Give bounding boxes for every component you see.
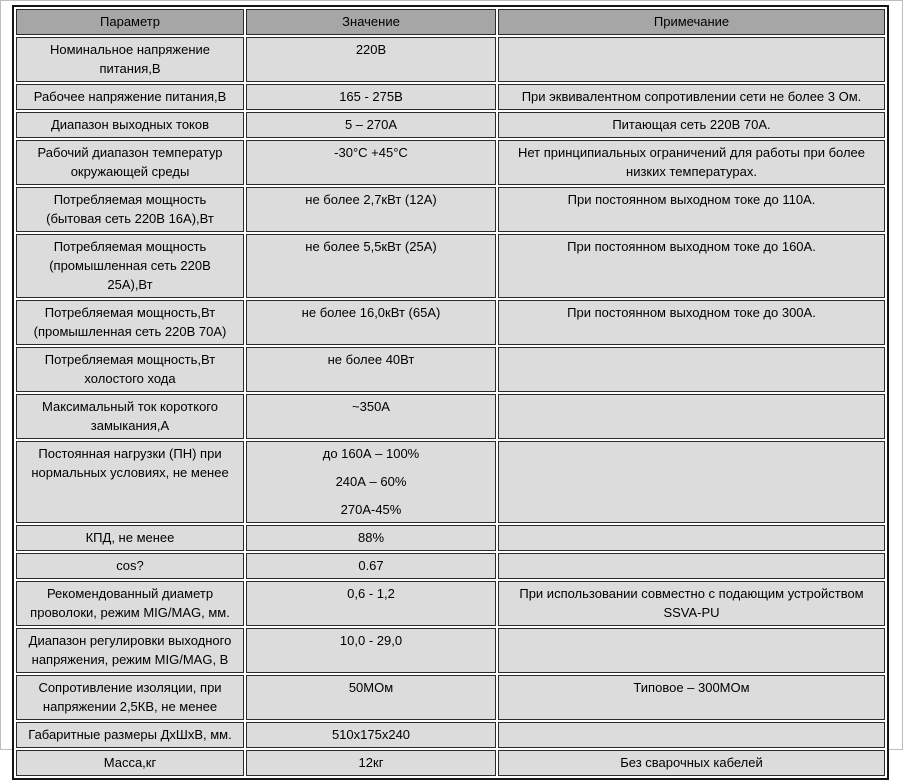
value-cell: 220В [246, 37, 496, 82]
note-cell [498, 525, 885, 551]
value-cell: 510х175х240 [246, 722, 496, 748]
value-cell: 5 – 270А [246, 112, 496, 138]
column-header-value: Значение [246, 9, 496, 35]
value-line: 270А-45% [340, 502, 402, 517]
table-row [16, 675, 885, 720]
note-cell: Питающая сеть 220В 70А. [498, 112, 885, 138]
param-cell: Рекомендованный диаметр проволоки, режим MIG/MAG, мм. [16, 581, 244, 626]
note-cell: Нет принципиальных ограничений для работы при более низких температурах. [498, 140, 885, 185]
table-row [16, 140, 885, 185]
table-row [16, 300, 885, 345]
table-row [16, 234, 885, 298]
note-cell [498, 722, 885, 748]
param-cell: Диапазон регулировки выходного напряжения, режим MIG/MAG, В [16, 628, 244, 673]
param-cell: Габаритные размеры ДхШхВ, мм. [16, 722, 244, 748]
note-cell [498, 394, 885, 439]
note-cell [498, 628, 885, 673]
param-cell: Масса,кг [16, 750, 244, 776]
value-cell: ~350А [246, 394, 496, 439]
param-cell: Потребляемая мощность (бытовая сеть 220В 16А),Вт [16, 187, 244, 232]
param-cell: Максимальный ток короткого замыкания,А [16, 394, 244, 439]
spec-table [12, 5, 889, 780]
table-row [16, 581, 885, 626]
value-cell: не более 5,5кВт (25А) [246, 234, 496, 298]
value-line: 240А – 60% [335, 474, 407, 489]
note-cell: Типовое – 300МОм [498, 675, 885, 720]
table-row [16, 187, 885, 232]
param-cell: Потребляемая мощность (промышленная сеть 220В 25А),Вт [16, 234, 244, 298]
value-cell: 0,6 - 1,2 [246, 581, 496, 626]
param-cell: Диапазон выходных токов [16, 112, 244, 138]
table-row [16, 112, 885, 138]
table-row [16, 84, 885, 110]
value-cell: не более 16,0кВт (65А) [246, 300, 496, 345]
value-cell: 0.67 [246, 553, 496, 579]
table-row [16, 553, 885, 579]
note-cell: При эквивалентном сопротивлении сети не более 3 Ом. [498, 84, 885, 110]
value-cell: 50МОм [246, 675, 496, 720]
param-cell: Номинальное напряжение питания,В [16, 37, 244, 82]
param-cell: Постоянная нагрузки (ПН) при нормальных условиях, не менее [16, 441, 244, 523]
value-line: до 160А – 100% [322, 446, 420, 461]
note-cell [498, 553, 885, 579]
note-cell: При постоянном выходном токе до 300А. [498, 300, 885, 345]
column-header-note: Примечание [498, 9, 885, 35]
value-cell: не более 2,7кВт (12А) [246, 187, 496, 232]
note-cell: При постоянном выходном токе до 110А. [498, 187, 885, 232]
param-cell: Рабочий диапазон температур окружающей среды [16, 140, 244, 185]
value-cell: 10,0 - 29,0 [246, 628, 496, 673]
value-cell: 88% [246, 525, 496, 551]
param-cell: Потребляемая мощность,Вт холостого хода [16, 347, 244, 392]
note-cell [498, 37, 885, 82]
table-row [16, 525, 885, 551]
table-row [16, 722, 885, 748]
table-header-row [16, 9, 885, 35]
note-cell [498, 441, 885, 523]
param-cell: Рабочее напряжение питания,В [16, 84, 244, 110]
table-row [16, 394, 885, 439]
note-cell: При использовании совместно с подающим устройством SSVA-PU [498, 581, 885, 626]
note-cell: При постоянном выходном токе до 160А. [498, 234, 885, 298]
table-row [16, 628, 885, 673]
value-cell: -30°С +45°С [246, 140, 496, 185]
table-row [16, 750, 885, 776]
note-cell [498, 347, 885, 392]
table-row [16, 37, 885, 82]
spec-table-body [16, 37, 885, 776]
param-cell: Сопротивление изоляции, при напряжении 2,5КВ, не менее [16, 675, 244, 720]
value-cell: 12кг [246, 750, 496, 776]
param-cell: Потребляемая мощность,Вт (промышленная сеть 220В 70А) [16, 300, 244, 345]
param-cell: cos? [16, 553, 244, 579]
value-cell [246, 441, 496, 523]
table-row [16, 441, 885, 523]
param-cell: КПД, не менее [16, 525, 244, 551]
table-row [16, 347, 885, 392]
value-cell: 165 - 275В [246, 84, 496, 110]
column-header-param: Параметр [16, 9, 244, 35]
note-cell: Без сварочных кабелей [498, 750, 885, 776]
value-cell: не более 40Вт [246, 347, 496, 392]
